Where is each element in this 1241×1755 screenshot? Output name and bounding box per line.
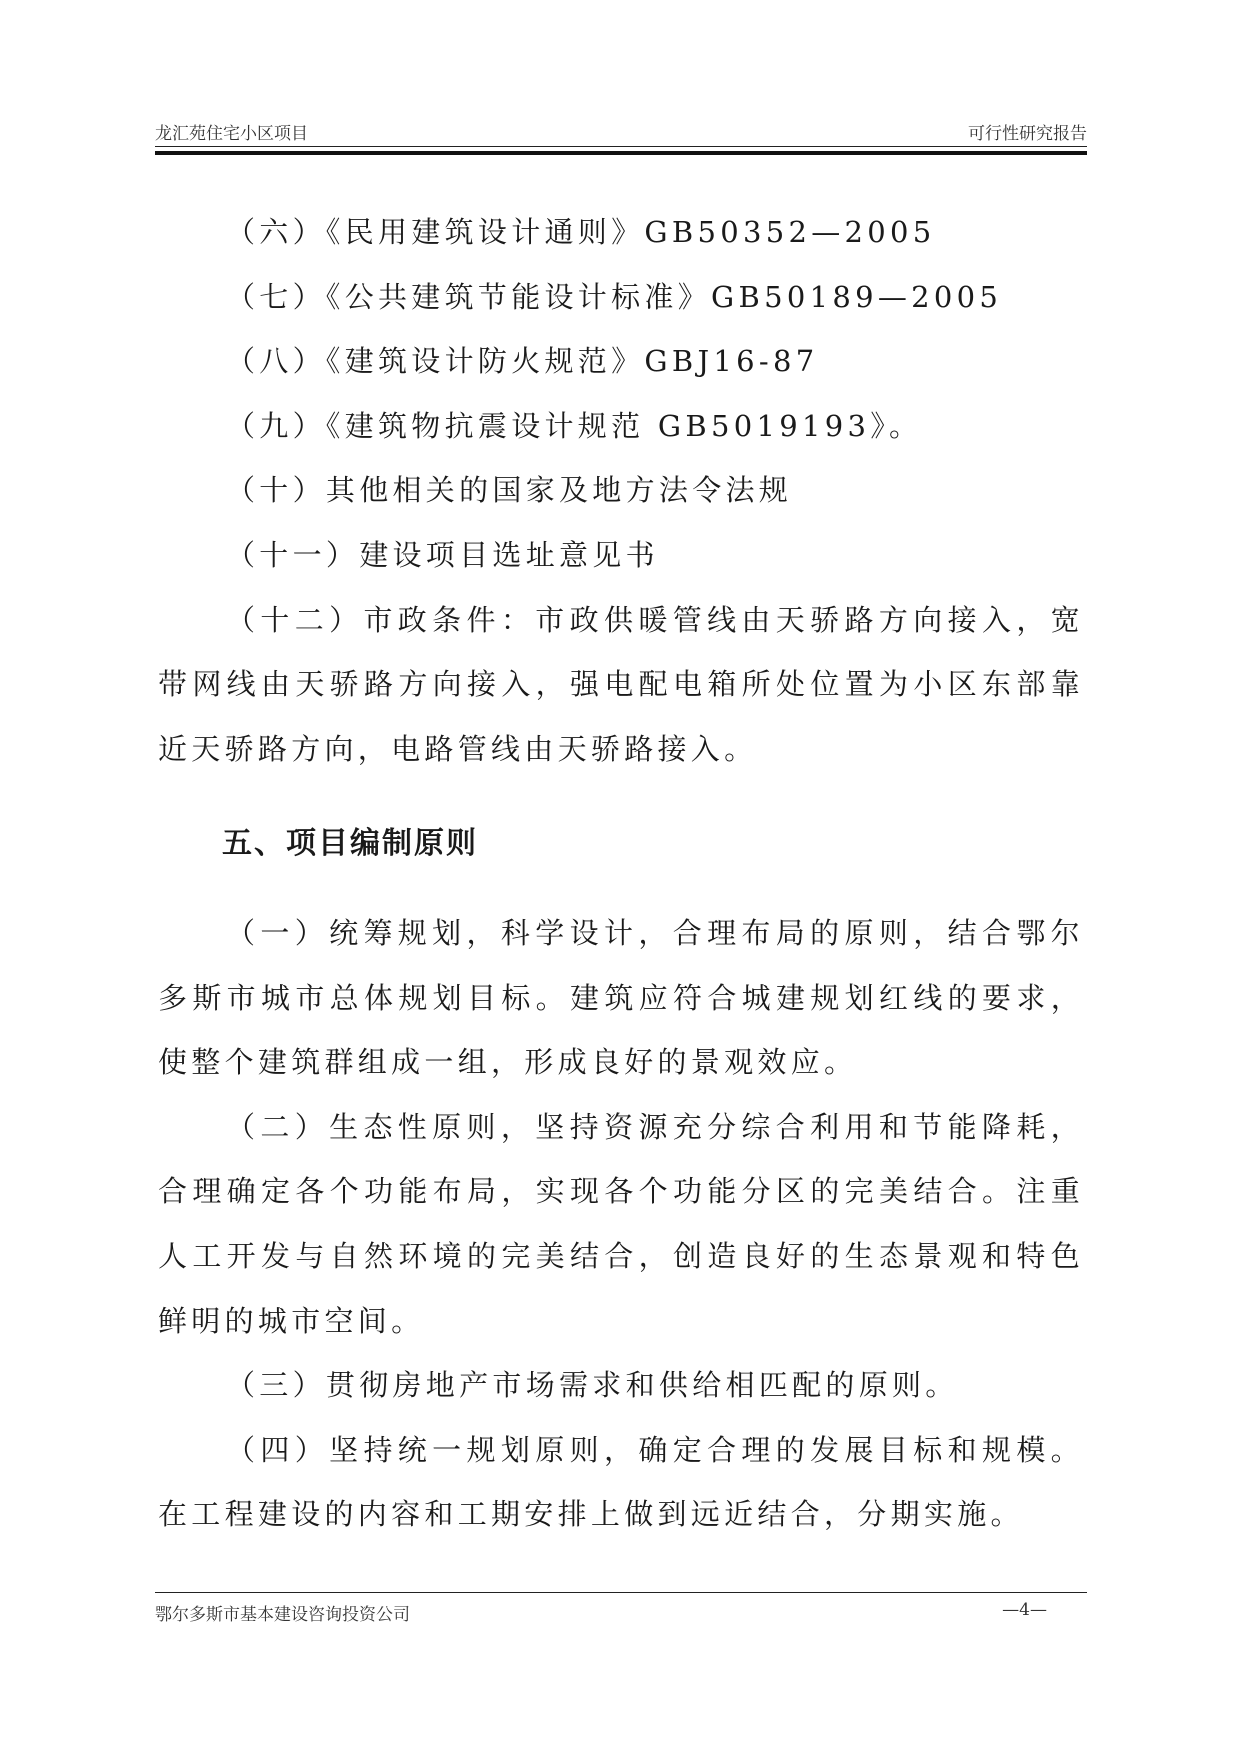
header-rule-thick <box>155 151 1087 155</box>
paragraph-item-9: （九）《建筑物抗震设计规范 GB5019193》。 <box>226 408 923 443</box>
body-content <box>158 200 1084 1547</box>
paragraph-item-6: （六）《民用建筑设计通则》GB50352—2005 <box>226 215 936 249</box>
header-rule-thin <box>155 146 1087 147</box>
principle-paragraph-3: （三）贯彻房地产市场需求和供给相匹配的原则。 <box>226 1368 959 1403</box>
principle-paragraph-2: （二）生态性原则，坚持资源充分综合利用和节能降耗，合理确定各个功能布局，实现各个功能分区的完美结合。注重人工开发与自然环境的完美结合，创造良好的生态景观和特色鲜明的城市空间。 <box>158 1109 1084 1338</box>
paragraph-item-10: （十）其他相关的国家及地方法令法规 <box>226 473 793 508</box>
footer-company-name: 鄂尔多斯市基本建设咨询投资公司 <box>155 1605 410 1625</box>
section-heading: 五、项目编制原则 <box>222 826 478 862</box>
paragraph-item-11: （十一）建设项目选址意见书 <box>226 537 659 572</box>
page-header <box>155 113 1087 143</box>
header-report-type: 可行性研究报告 <box>968 124 1087 144</box>
paragraph-item-7: （七）《公共建筑节能设计标准》GB50189—2005 <box>226 279 1003 314</box>
paragraph-item-8: （八）《建筑设计防火规范》GBJ16-87 <box>226 344 819 379</box>
header-project-title: 龙汇苑住宅小区项目 <box>155 124 308 144</box>
principle-paragraph-4: （四）坚持统一规划原则，确定合理的发展目标和规模。在工程建设的内容和工期安排上做到远近结合，分期实施。 <box>158 1432 1084 1532</box>
page-number: —4— <box>1002 1600 1047 1620</box>
footer-rule <box>155 1592 1087 1593</box>
paragraph-item-12: （十二）市政条件：市政供暖管线由天骄路方向接入，宽带网线由天骄路方向接入，强电配电箱所处位置为小区东部靠近天骄路方向，电路管线由天骄路接入。 <box>158 602 1084 766</box>
principle-paragraph-1: （一）统筹规划，科学设计，合理布局的原则，结合鄂尔多斯市城市总体规划目标。建筑应符合城建规划红线的要求，使整个建筑群组成一组，形成良好的景观效应。 <box>158 915 1084 1080</box>
